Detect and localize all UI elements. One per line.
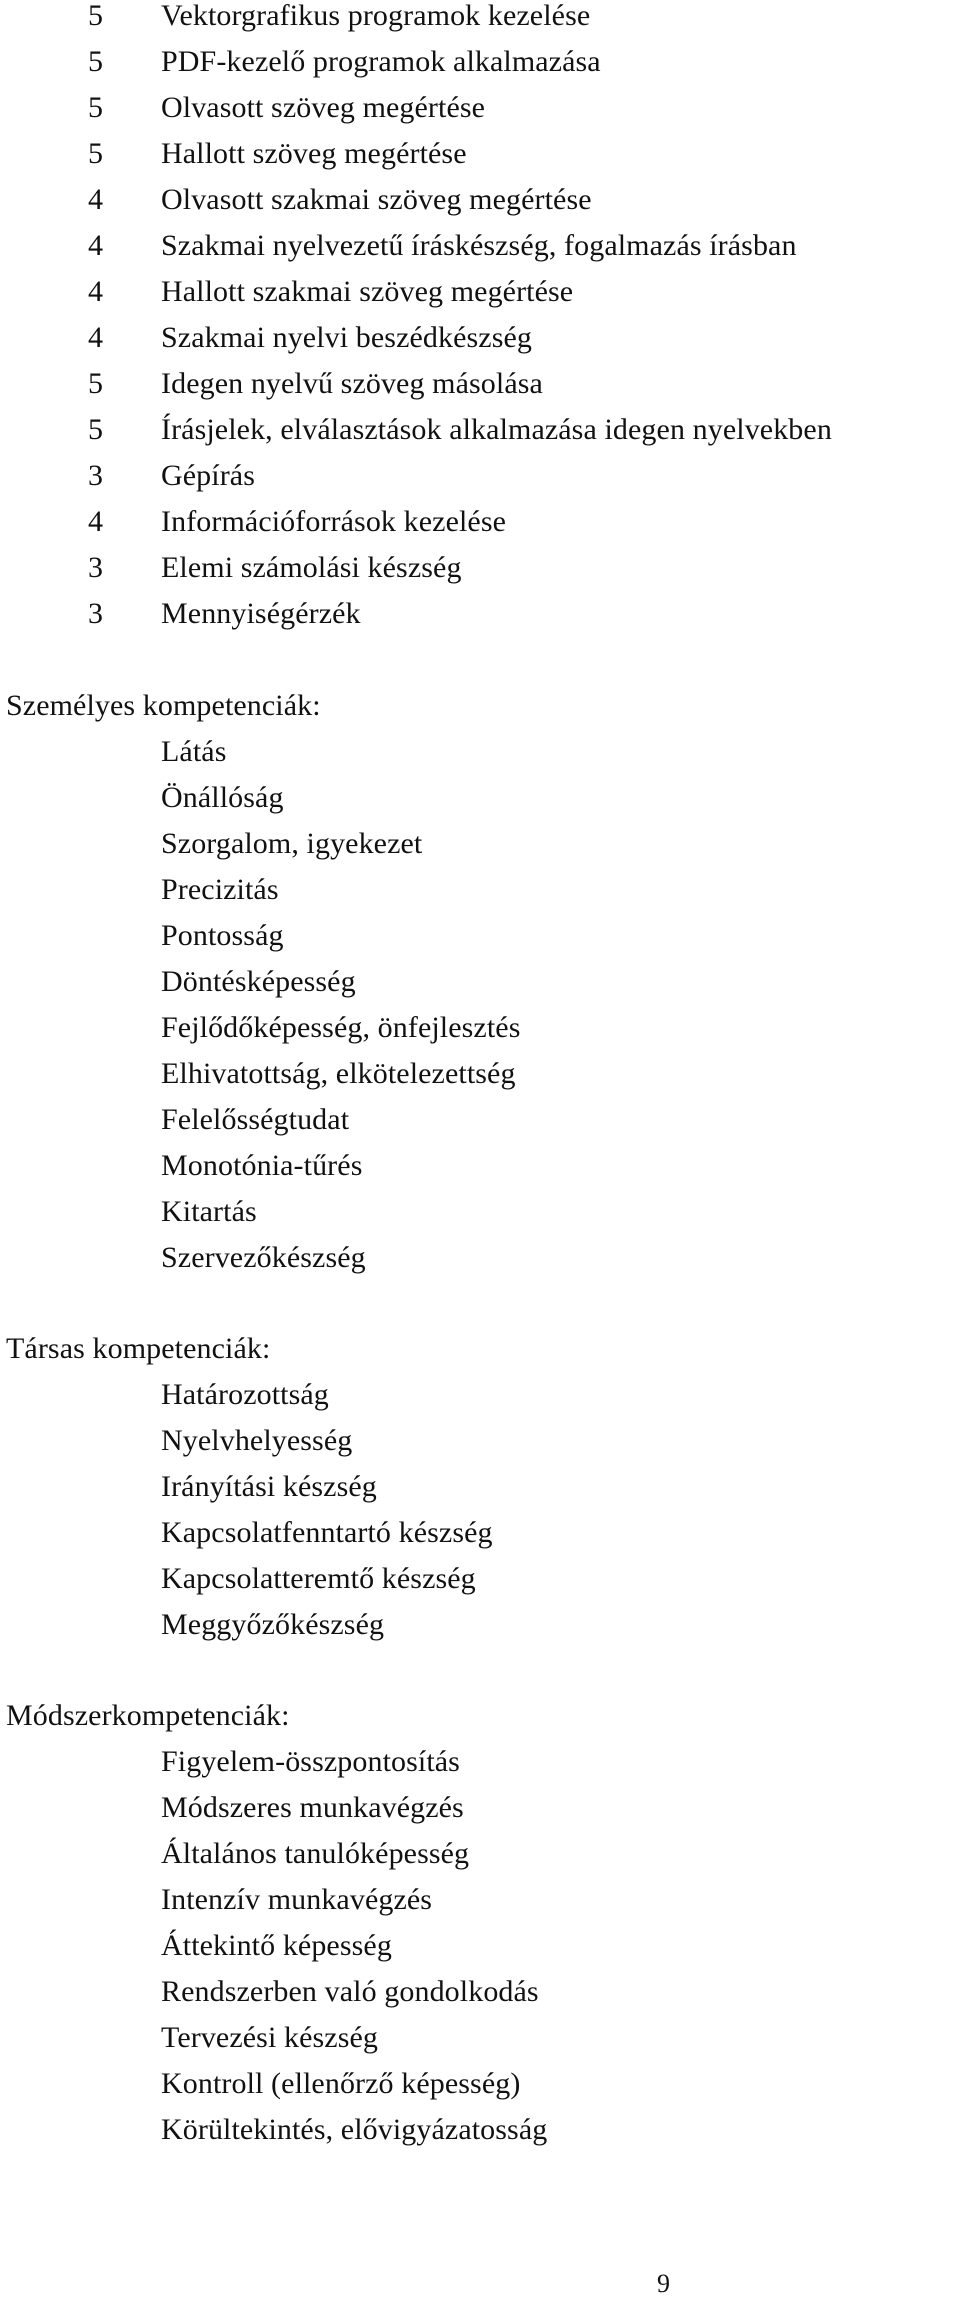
- competency-item-text: Tervezési készség: [161, 2021, 378, 2054]
- competency-item-text: Körültekintés, elővigyázatosság: [161, 2113, 548, 2146]
- competency-item-text: Fejlődőképesség, önfejlesztés: [161, 1011, 521, 1044]
- competency-item-text: Kitartás: [161, 1195, 257, 1228]
- competency-item-text: Intenzív munkavégzés: [161, 1883, 433, 1916]
- skill-level: 5: [88, 367, 104, 400]
- competency-item-text: Kapcsolatfenntartó készség: [161, 1516, 493, 1549]
- competency-item-text: Kontroll (ellenőrző képesség): [161, 2067, 521, 2100]
- competency-item-text: Irányítási készség: [161, 1470, 377, 1503]
- skill-level: 5: [88, 413, 104, 446]
- skill-name: Hallott szakmai szöveg megértése: [161, 275, 574, 308]
- competency-item-text: Határozottság: [161, 1378, 329, 1411]
- section-heading-text: Személyes kompetenciák:: [6, 689, 321, 722]
- competency-item-text: Szorgalom, igyekezet: [161, 827, 423, 860]
- competency-item-text: Meggyőzőkészség: [161, 1608, 385, 1641]
- competency-item-text: Rendszerben való gondolkodás: [161, 1975, 539, 2008]
- skill-name: PDF-kezelő programok alkalmazása: [161, 45, 601, 78]
- competency-item-text: Önállóság: [161, 781, 284, 814]
- competency-item-text: Felelősségtudat: [161, 1103, 350, 1136]
- skill-level: 5: [88, 91, 104, 124]
- skill-name: Olvasott szöveg megértése: [161, 91, 486, 124]
- competency-item-text: Pontosság: [161, 919, 284, 952]
- skill-name: Szakmai nyelvezetű íráskészség, fogalmazás írásban: [161, 229, 797, 262]
- skill-name: Vektorgrafikus programok kezelése: [161, 0, 591, 32]
- competency-item-text: Szervezőkészség: [161, 1241, 366, 1274]
- skill-name: Információforrások kezelése: [161, 505, 507, 538]
- competency-item-text: Módszeres munkavégzés: [161, 1791, 464, 1824]
- section-heading-text: Társas kompetenciák:: [6, 1332, 271, 1365]
- competency-item-text: Precizitás: [161, 873, 279, 906]
- competency-item-text: Látás: [161, 735, 227, 768]
- competency-item-text: Döntésképesség: [161, 965, 356, 998]
- competency-item-text: Monotónia-tűrés: [161, 1149, 363, 1182]
- competency-item-text: Általános tanulóképesség: [161, 1837, 470, 1870]
- competency-item-text: Nyelvhelyesség: [161, 1424, 353, 1457]
- competency-item-text: Áttekintő képesség: [161, 1929, 392, 1962]
- skill-name: Szakmai nyelvi beszédkészség: [161, 321, 533, 354]
- skill-name: Idegen nyelvű szöveg másolása: [161, 367, 543, 400]
- skill-level: 5: [88, 45, 104, 78]
- skill-level: 4: [88, 505, 104, 538]
- competency-item-text: Elhivatottság, elkötelezettség: [161, 1057, 516, 1090]
- skill-level: 4: [88, 183, 104, 216]
- section-heading-text: Módszerkompetenciák:: [6, 1699, 290, 1732]
- skill-level: 4: [88, 321, 104, 354]
- skill-level: 5: [88, 0, 104, 32]
- skill-level: 3: [88, 597, 104, 630]
- skill-name: Mennyiségérzék: [161, 597, 361, 630]
- skill-level: 5: [88, 137, 104, 170]
- competency-item-text: Kapcsolatteremtő készség: [161, 1562, 476, 1595]
- skill-level: 3: [88, 459, 104, 492]
- competency-item-text: Figyelem-összpontosítás: [161, 1745, 460, 1778]
- skill-name: Hallott szöveg megértése: [161, 137, 467, 170]
- skill-name: Elemi számolási készség: [161, 551, 462, 584]
- skill-name: Olvasott szakmai szöveg megértése: [161, 183, 592, 216]
- skill-level: 3: [88, 551, 104, 584]
- skill-name: Gépírás: [161, 459, 255, 492]
- page-number: 9: [657, 2269, 670, 2298]
- skill-name: Írásjelek, elválasztások alkalmazása idegen nyelvekben: [161, 413, 832, 446]
- skill-level: 4: [88, 275, 104, 308]
- skill-level: 4: [88, 229, 104, 262]
